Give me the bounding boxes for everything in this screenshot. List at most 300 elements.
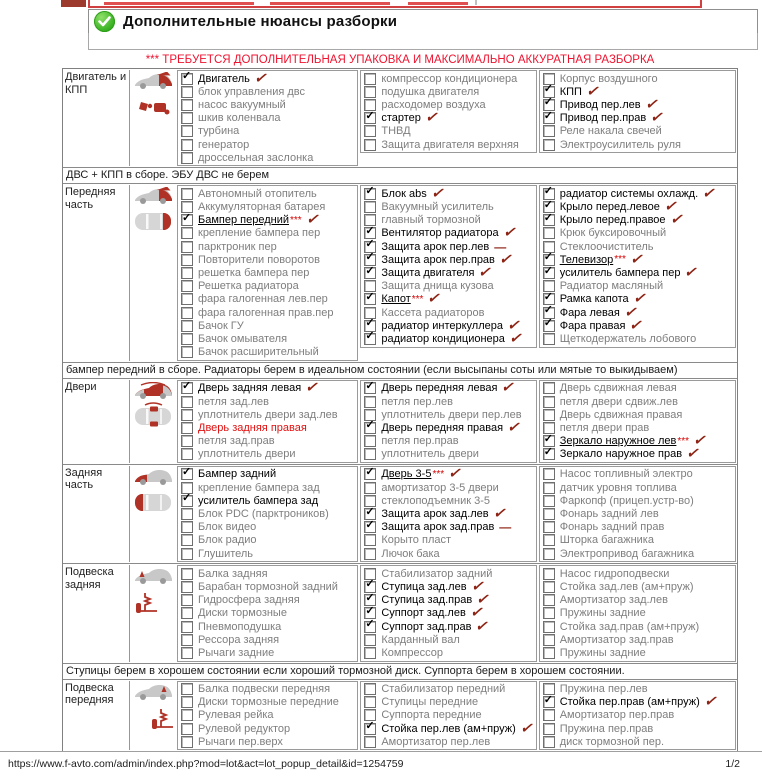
part-label: Привод пер.прав: [559, 112, 647, 125]
section-label: Двигатель и КПП: [63, 70, 130, 166]
part-label: дроссельная заслонка: [198, 151, 314, 164]
part-label: Бачок омывателя: [198, 332, 288, 345]
part-label: Фонарь задний прав: [559, 521, 665, 534]
part-checkbox[interactable]: [543, 594, 555, 606]
part-item: [543, 481, 733, 494]
warning-text: *** ТРЕБУЕТСЯ ДОПОЛНИТЕЛЬНАЯ УПАКОВКА И МАКСИМАЛЬНО АККУРАТНАЯ РАЗБОРКА: [145, 54, 655, 66]
part-label: Барабан тормозной задний: [198, 580, 338, 593]
part-item: [181, 210, 355, 229]
part-checkbox[interactable]: [543, 568, 555, 580]
part-checkbox[interactable]: [364, 139, 376, 151]
part-label: Суппорт зад.лев: [381, 607, 466, 620]
part-label: Решетка радиатора: [198, 280, 299, 293]
checkbox-column: [539, 380, 736, 463]
part-checkbox[interactable]: [181, 188, 193, 200]
part-item: [181, 696, 355, 709]
part-checkbox[interactable]: [181, 86, 193, 98]
part-label: шкив коленвала: [198, 112, 281, 125]
part-item: [181, 620, 355, 633]
handwritten-check-mark: ✓: [507, 329, 525, 348]
checkbox-column: [539, 70, 736, 153]
part-checkbox[interactable]: [364, 468, 376, 480]
part-checkbox[interactable]: [364, 647, 376, 659]
part-item: [181, 293, 355, 306]
part-checkbox[interactable]: [543, 508, 555, 520]
part-label: Привод пер.лев: [559, 98, 641, 111]
part-label: Крыло перед.правое: [559, 214, 666, 227]
part-checkbox[interactable]: [364, 696, 376, 708]
part-label: усилитель бампера зад: [198, 494, 319, 507]
part-item: [543, 332, 733, 345]
part-checkbox[interactable]: [364, 435, 376, 447]
handwritten-check-mark: ✓: [662, 197, 680, 216]
part-checkbox[interactable]: [181, 227, 193, 239]
handwritten-check-mark: ✓: [252, 69, 270, 88]
checkbox-column: [539, 185, 736, 347]
part-label: Блок видео: [198, 521, 257, 534]
part-checkbox[interactable]: [181, 409, 193, 421]
part-checkbox[interactable]: [181, 647, 193, 659]
part-label: Блок PDC (парктроников): [198, 508, 329, 521]
checkbox-column: [177, 380, 358, 463]
part-label: радиатор интеркуллера: [381, 319, 503, 332]
part-checkbox[interactable]: [181, 508, 193, 520]
checkbox-column: [360, 70, 536, 153]
part-label: Насос топливный электро: [559, 468, 693, 481]
section-note: ДВС + КПП в сборе. ЭБУ ДВС не берем: [63, 168, 737, 184]
part-checkbox[interactable]: [543, 125, 555, 137]
part-checkbox[interactable]: [364, 683, 376, 695]
part-checkbox[interactable]: [181, 581, 193, 593]
part-checkbox[interactable]: [543, 581, 555, 593]
part-checkbox[interactable]: [181, 521, 193, 533]
part-item: [543, 646, 733, 659]
part-item: [543, 395, 733, 408]
part-item: [364, 646, 533, 659]
part-label: Рессора задняя: [198, 633, 280, 646]
part-label: Дверь задняя левая: [198, 382, 302, 395]
part-label: уплотнитель двери: [381, 448, 479, 461]
part-checkbox[interactable]: [543, 647, 555, 659]
part-label: Пружина пер.лев: [559, 683, 648, 696]
part-item: [543, 620, 733, 633]
part-item: [181, 594, 355, 607]
part-item: [181, 280, 355, 293]
car-rear-suspension-icon: [130, 565, 176, 661]
checkbox-column: [177, 681, 358, 751]
part-label: КПП: [559, 85, 582, 98]
section-label: Передняя часть: [63, 185, 130, 360]
handwritten-check-mark: ✓: [643, 95, 661, 114]
part-checkbox[interactable]: [181, 346, 193, 358]
part-checkbox[interactable]: [181, 468, 193, 480]
part-item: [543, 444, 733, 463]
part-item: [364, 250, 533, 269]
part-label: Реле накала свечей: [559, 125, 662, 138]
part-label: компрессор кондиционера: [381, 72, 518, 85]
handwritten-check-mark: ✓: [429, 184, 447, 203]
part-label: Балка подвески передняя: [198, 683, 331, 696]
part-item: [181, 306, 355, 319]
part-item: [543, 735, 733, 748]
part-checkbox[interactable]: [181, 125, 193, 137]
part-item: [364, 201, 533, 214]
part-item: [543, 494, 733, 507]
part-label: Пружина пер.прав: [559, 722, 654, 735]
part-item: [543, 408, 733, 421]
stars-marker: ***: [411, 293, 424, 305]
handwritten-check-mark: ✓: [684, 444, 703, 463]
part-item: [181, 646, 355, 659]
part-item: [181, 112, 355, 125]
part-label: усилитель бампера пер: [559, 267, 681, 280]
checkbox-column: [539, 466, 736, 562]
part-item: [364, 719, 536, 738]
part-checkbox[interactable]: [181, 280, 193, 292]
part-item: [181, 494, 355, 507]
part-label: Суппорт зад.прав: [381, 620, 472, 633]
section-row-front-part: [63, 184, 737, 362]
part-item: [543, 607, 733, 620]
part-item: [364, 125, 533, 138]
section-label: Подвеска передняя: [63, 681, 130, 751]
part-checkbox[interactable]: [364, 73, 376, 85]
part-item: [181, 421, 355, 434]
part-label: Крыло перед.левое: [559, 201, 660, 214]
part-label: Бампер передний: [198, 214, 289, 227]
part-item: [543, 692, 733, 711]
car-front-icon: [130, 185, 176, 360]
part-label: парктроник пер: [198, 240, 277, 253]
part-label: Ступицы передние: [381, 696, 479, 709]
part-checkbox[interactable]: [181, 396, 193, 408]
part-label: Стабилизатор передний: [381, 683, 506, 696]
part-item: [181, 253, 355, 266]
handwritten-check-mark: ✓: [584, 82, 603, 101]
part-checkbox[interactable]: [543, 468, 555, 480]
part-checkbox[interactable]: [543, 521, 555, 533]
part-label: Рулевая рейка: [198, 709, 274, 722]
part-label: петля двери прав: [559, 421, 650, 434]
part-item: [543, 250, 733, 269]
part-checkbox[interactable]: [181, 736, 193, 748]
part-label: петля пер.прав: [381, 435, 459, 448]
part-checkbox[interactable]: [181, 435, 193, 447]
part-checkbox[interactable]: [543, 396, 555, 408]
part-checkbox[interactable]: [364, 634, 376, 646]
part-checkbox[interactable]: [364, 736, 376, 748]
part-label: амортизатор 3-5 двери: [381, 481, 499, 494]
car-doors-icon: [130, 380, 176, 463]
part-label: ТНВД: [381, 125, 411, 138]
part-label: петля пер.лев: [381, 395, 453, 408]
part-checkbox[interactable]: [543, 723, 555, 735]
part-item: [364, 408, 533, 421]
part-checkbox[interactable]: [364, 188, 376, 200]
part-checkbox[interactable]: [543, 607, 555, 619]
part-checkbox[interactable]: [364, 86, 376, 98]
part-label: Насос гидроподвески: [559, 567, 670, 580]
part-checkbox[interactable]: [543, 448, 555, 460]
title-bar: [88, 9, 758, 34]
part-checkbox[interactable]: [543, 214, 555, 226]
part-checkbox[interactable]: [181, 495, 193, 507]
part-item: [543, 108, 733, 127]
part-checkbox[interactable]: [364, 548, 376, 560]
part-checkbox[interactable]: [364, 293, 376, 305]
part-label: Защита двигателя верхняя: [381, 138, 519, 151]
section-note: Ступицы берем в хорошем состоянии если хороший тормозной диск. Суппорта берем в хорошем состоянии.: [63, 664, 737, 680]
part-label: Фаркопф (прицеп.устр-во): [559, 494, 694, 507]
part-item: [364, 224, 533, 242]
part-label: решетка бампера пер: [198, 267, 310, 280]
part-item: [364, 184, 533, 203]
part-label: главный тормозной: [381, 214, 481, 227]
part-label: Диски тормозные: [198, 607, 287, 620]
part-checkbox[interactable]: [364, 723, 376, 735]
part-checkbox[interactable]: [364, 267, 376, 279]
part-item: [181, 709, 355, 722]
part-label: Дверь 3-5: [381, 468, 432, 481]
part-label: фара галогенная прав.пер: [198, 306, 334, 319]
part-checkbox[interactable]: [543, 696, 555, 708]
part-item: [364, 263, 533, 282]
part-item: [181, 201, 355, 214]
part-checkbox[interactable]: [181, 99, 193, 111]
part-item: [364, 465, 533, 483]
part-item: [543, 72, 733, 85]
part-item: [543, 683, 733, 696]
part-checkbox[interactable]: [181, 333, 193, 345]
part-item: [181, 735, 355, 748]
part-item: [181, 580, 355, 593]
part-item: [543, 210, 733, 229]
part-checkbox[interactable]: [181, 696, 193, 708]
handwritten-check-mark: ✓: [423, 108, 441, 127]
part-label: Стеклоочиститель: [559, 240, 654, 253]
part-checkbox[interactable]: [543, 548, 555, 560]
part-item: [364, 418, 533, 437]
part-item: [543, 507, 733, 520]
part-checkbox[interactable]: [181, 214, 193, 226]
part-checkbox[interactable]: [364, 521, 376, 533]
part-checkbox[interactable]: [181, 548, 193, 560]
part-checkbox[interactable]: [364, 448, 376, 460]
part-checkbox[interactable]: [543, 320, 555, 332]
part-label: Крюк буксировочный: [559, 227, 667, 240]
part-checkbox[interactable]: [364, 534, 376, 546]
part-item: [543, 633, 733, 646]
handwritten-check-mark: ✓: [649, 108, 667, 127]
part-item: [364, 633, 533, 646]
part-checkbox[interactable]: [543, 495, 555, 507]
part-checkbox[interactable]: [543, 482, 555, 494]
part-label: Пружины задние: [559, 646, 646, 659]
part-item: [181, 187, 355, 200]
part-checkbox[interactable]: [543, 267, 555, 279]
handwritten-check-mark: ✓: [702, 692, 720, 711]
part-checkbox[interactable]: [181, 594, 193, 606]
checkbox-column: [177, 565, 358, 661]
handwritten-check-mark: ✓: [474, 617, 492, 635]
part-checkbox[interactable]: [364, 201, 376, 213]
part-checkbox[interactable]: [181, 709, 193, 721]
part-checkbox[interactable]: [543, 534, 555, 546]
stars-marker: ***: [432, 468, 445, 480]
part-checkbox[interactable]: [181, 448, 193, 460]
section-row-doors: [63, 379, 737, 465]
part-label: Защита арок пер.лев: [381, 240, 490, 253]
part-item: [181, 683, 355, 696]
handwritten-check-mark: ✓: [303, 378, 322, 397]
checkbox-column: [539, 681, 736, 751]
part-label: Дверь сдвижная правая: [559, 408, 683, 421]
part-label: уплотнитель двери зад.лев: [198, 408, 338, 421]
part-label: петля зад.прав: [198, 435, 275, 448]
part-checkbox[interactable]: [181, 267, 193, 279]
part-label: Радиатор масляный: [559, 280, 664, 293]
part-label: стеклоподъемник 3-5: [381, 494, 491, 507]
part-checkbox[interactable]: [181, 621, 193, 633]
part-checkbox[interactable]: [181, 73, 193, 85]
part-label: Компрессор: [381, 646, 443, 659]
part-item: [181, 395, 355, 408]
part-item: [181, 481, 355, 494]
part-item: [364, 696, 533, 709]
car-rear-icon: [130, 466, 176, 562]
part-item: [364, 329, 533, 348]
part-item: [543, 521, 733, 534]
part-label: Электропривод багажника: [559, 547, 695, 560]
stars-marker: ***: [677, 435, 690, 447]
part-checkbox[interactable]: [543, 139, 555, 151]
part-label: турбина: [198, 125, 240, 138]
part-checkbox[interactable]: [181, 382, 193, 394]
part-item: [543, 95, 733, 114]
part-item: [364, 289, 533, 308]
part-checkbox[interactable]: [181, 112, 193, 124]
part-label: Дверь передняя левая: [381, 382, 498, 395]
handwritten-check-mark: ✓: [691, 431, 710, 450]
part-checkbox[interactable]: [181, 139, 193, 151]
part-item: [543, 580, 733, 593]
part-checkbox[interactable]: [543, 709, 555, 721]
part-item: [364, 138, 533, 151]
part-checkbox[interactable]: [543, 112, 555, 124]
part-label: уплотнитель двери: [198, 448, 296, 461]
part-item: [364, 709, 533, 722]
checkbox-column: [177, 70, 358, 166]
part-item: [181, 138, 355, 151]
part-checkbox[interactable]: [364, 422, 376, 434]
part-label: Повторители поворотов: [198, 253, 320, 266]
part-label: Блок abs: [381, 187, 427, 200]
part-item: [543, 138, 733, 151]
part-item: [364, 481, 533, 494]
part-checkbox[interactable]: [181, 422, 193, 434]
part-label: Защита арок зад.прав: [381, 521, 495, 534]
part-checkbox[interactable]: [181, 293, 193, 305]
part-label: Диски тормозные передние: [198, 696, 339, 709]
handwritten-check-mark: ✓: [505, 316, 524, 335]
part-checkbox[interactable]: [364, 333, 376, 345]
part-checkbox[interactable]: [364, 112, 376, 124]
parts-checklist-table: [62, 68, 738, 752]
part-checkbox[interactable]: [181, 568, 193, 580]
part-checkbox[interactable]: [364, 621, 376, 633]
part-label: Балка задняя: [198, 567, 268, 580]
part-label: Стойка зад.лев (ам+пруж): [559, 580, 694, 593]
part-item: [543, 431, 733, 450]
part-checkbox[interactable]: [181, 607, 193, 619]
part-item: [364, 395, 533, 408]
part-checkbox[interactable]: [543, 736, 555, 748]
part-checkbox[interactable]: [543, 634, 555, 646]
part-label: Зеркало наружное прав: [559, 448, 683, 461]
part-checkbox[interactable]: [181, 634, 193, 646]
part-item: [181, 151, 355, 164]
part-label: Стойка зад.прав (ам+пруж): [559, 620, 700, 633]
part-checkbox[interactable]: [364, 482, 376, 494]
part-label: Шторка багажника: [559, 534, 654, 547]
page-indicator: 1/2: [725, 758, 740, 770]
part-checkbox[interactable]: [543, 382, 555, 394]
part-item: [364, 98, 533, 111]
part-label: крепление бампера зад: [198, 481, 320, 494]
part-item: [543, 197, 733, 216]
part-label: Защита днища кузова: [381, 280, 494, 293]
handwritten-check-mark: ✓: [628, 316, 646, 335]
part-checkbox[interactable]: [181, 723, 193, 735]
part-checkbox[interactable]: [543, 409, 555, 421]
part-checkbox[interactable]: [181, 534, 193, 546]
part-checkbox[interactable]: [543, 621, 555, 633]
part-checkbox[interactable]: [181, 254, 193, 266]
handwritten-dash-mark: —: [499, 520, 511, 535]
part-item: [181, 69, 355, 88]
part-checkbox[interactable]: [181, 241, 193, 253]
part-checkbox[interactable]: [543, 333, 555, 345]
part-checkbox[interactable]: [181, 683, 193, 695]
handwritten-check-mark: ✓: [700, 184, 719, 203]
checkbox-column: [360, 466, 536, 562]
part-item: [543, 82, 733, 101]
handwritten-check-mark: ✓: [491, 504, 509, 523]
part-item: [543, 709, 733, 722]
part-label: Вентилятор радиатора: [381, 227, 499, 240]
part-label: Зеркало наружное лев: [559, 435, 677, 448]
car-front-suspension-icon: [130, 681, 176, 751]
part-checkbox[interactable]: [181, 307, 193, 319]
part-checkbox[interactable]: [543, 227, 555, 239]
part-label: расходомер воздуха: [381, 98, 486, 111]
part-checkbox[interactable]: [364, 382, 376, 394]
handwritten-check-mark: ✓: [477, 263, 495, 282]
part-label: Блок радио: [198, 534, 257, 547]
part-checkbox[interactable]: [364, 396, 376, 408]
part-item: [543, 468, 733, 481]
part-label: Корпус воздушного: [559, 72, 658, 85]
part-checkbox[interactable]: [364, 125, 376, 137]
part-item: [364, 448, 533, 461]
part-label: Карданный вал: [381, 633, 460, 646]
part-item: [543, 547, 733, 560]
stars-marker: ***: [290, 214, 302, 226]
part-checkbox[interactable]: [181, 152, 193, 164]
part-checkbox[interactable]: [181, 320, 193, 332]
part-label: Стабилизатор задний: [381, 567, 493, 580]
part-label: Фара левая: [559, 306, 620, 319]
